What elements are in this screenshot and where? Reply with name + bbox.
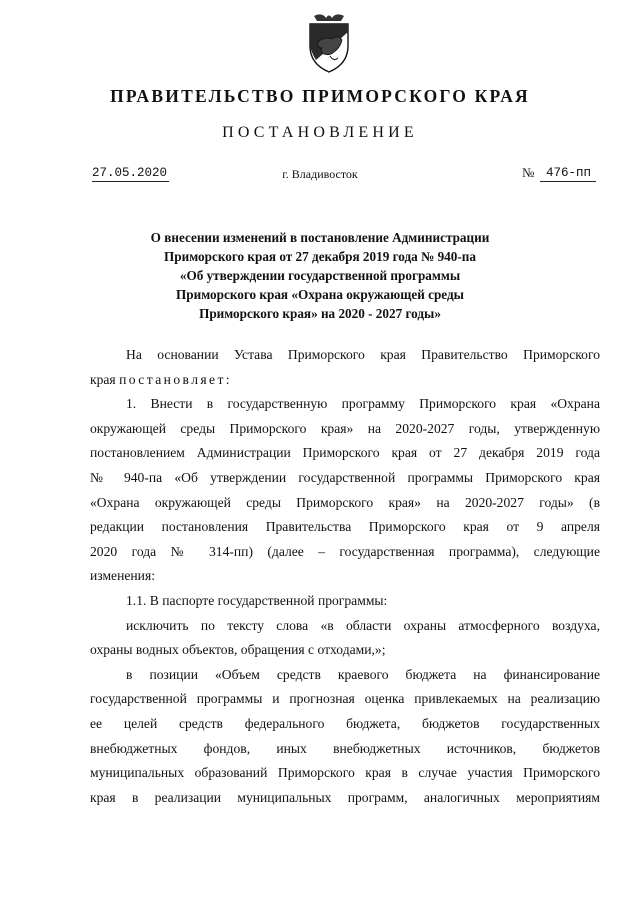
document-city: г. Владивосток <box>282 167 358 181</box>
position-paragraph-line: в позиции «Объем средств краевого бюджета на финансирование <box>126 666 600 682</box>
paragraph-1-line: редакции постановления Правительства Приморского края от 9 апреля <box>90 519 600 535</box>
intro-prefix: края <box>90 371 116 387</box>
coat-of-arms-emblem <box>300 12 358 74</box>
paragraph-1-line: 1. Внести в государственную программу Приморского края «Охрана <box>126 396 600 412</box>
subject-line: «Об утверждении государственной программы <box>179 268 461 283</box>
paragraph-1-line: «Охрана окружающей среды Приморского края» на 2020-2027 годы» (в <box>90 494 600 510</box>
document-subject <box>110 228 530 323</box>
paragraph-1-line: изменения: <box>90 568 155 584</box>
paragraph-1-line: № 940-па «Об утверждении государственной программы Приморского края <box>90 469 600 485</box>
document-type: ПОСТАНОВЛЕНИЕ <box>222 124 418 141</box>
exclude-paragraph-line: исключить по тексту слова «в области охраны атмосферного воздуха, <box>126 617 600 633</box>
document-body <box>90 343 600 810</box>
paragraph-1-line: окружающей среды Приморского края» на 2020-2027 годы, утвержденную <box>90 420 600 436</box>
government-title: ПРАВИТЕЛЬСТВО ПРИМОРСКОГО КРАЯ <box>110 86 530 106</box>
position-paragraph-line: государственной программы и прогнозная оценка привлекаемых на реализацию <box>90 691 600 707</box>
position-paragraph-line: края в реализации муниципальных программ, аналогичных мероприятиям <box>90 789 600 805</box>
position-paragraph-line: муниципальных образований Приморского края в случае участия Приморского <box>90 765 600 781</box>
position-paragraph-line: ее целей средств федерального бюджета, бюджетов государственных <box>90 715 600 731</box>
document-number: 476-пп <box>540 166 596 182</box>
paragraph-1-line: 2020 года № 314-пп) (далее – государственная программа), следующие <box>90 543 600 559</box>
resolves-word: постановляет: <box>119 371 232 387</box>
document-date: 27.05.2020 <box>92 166 168 180</box>
subject-line: Приморского края от 27 декабря 2019 года № 940-па <box>164 249 476 264</box>
position-paragraph-line: внебюджетных фондов, иных внебюджетных источников, бюджетов <box>90 740 600 756</box>
subject-line: О внесении изменений в постановление Администрации <box>150 230 490 245</box>
intro-resolution <box>90 368 600 393</box>
number-sign: № <box>522 165 535 180</box>
intro-line: На основании Устава Приморского края Правительство Приморского <box>126 347 600 362</box>
paragraph-1-1: 1.1. В паспорте государственной программы: <box>126 592 388 608</box>
paragraph-1-line: постановлением Администрации Приморского края от 27 декабря 2019 года <box>90 445 600 461</box>
subject-line: Приморского края «Охрана окружающей среды <box>176 287 464 302</box>
subject-line: Приморского края» на 2020 - 2027 годы» <box>199 306 441 321</box>
exclude-paragraph-line: охраны водных объектов, обращения с отходами,»; <box>90 642 386 658</box>
